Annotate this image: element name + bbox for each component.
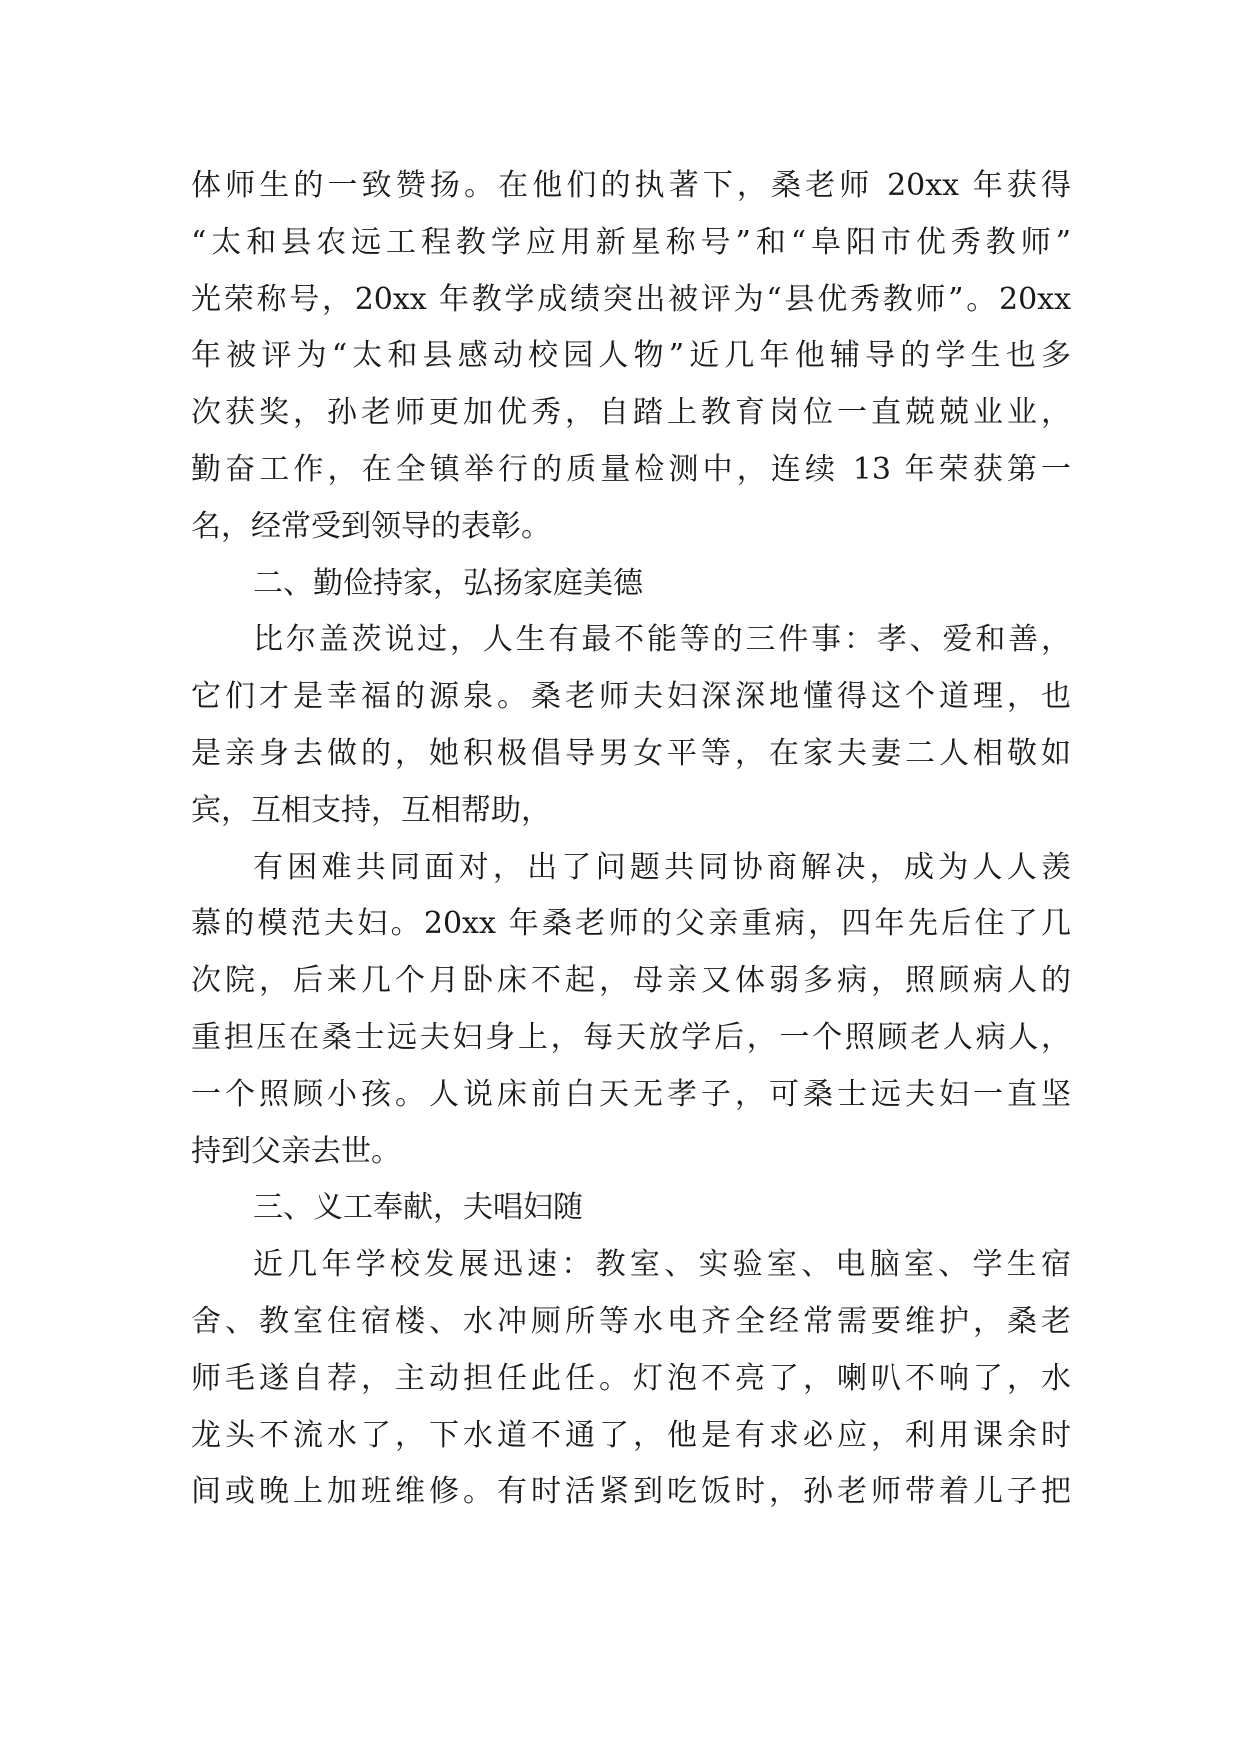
- section-heading-2: [191, 556, 1071, 613]
- section-heading: 三、义工奉献，夫唱妇随: [253, 1190, 583, 1226]
- text-line: 龙头不流水了，下水道不通了，他是有求必应，利用课余时: [191, 1417, 1071, 1453]
- text-line: 慕的模范夫妇。20xx 年桑老师的父亲重病，四年先后住了几: [191, 906, 1071, 942]
- text-line: “太和县农远工程教学应用新星称号”和“阜阳市优秀教师”: [191, 224, 1071, 260]
- paragraph-volunteer: [191, 1237, 1071, 1521]
- text-line: 它们才是幸福的源泉。桑老师夫妇深深地懂得这个道理，也: [191, 679, 1071, 715]
- text-line: 名，经常受到领导的表彰。: [191, 508, 551, 544]
- text-line: 重担压在桑士远夫妇身上，每天放学后，一个照顾老人病人，: [191, 1019, 1071, 1055]
- document-body: [191, 158, 1071, 1521]
- paragraph-family-virtue: [191, 612, 1071, 839]
- text-line: 间或晚上加班维修。有时活紧到吃饭时，孙老师带着儿子把: [191, 1474, 1071, 1510]
- text-line: 比尔盖茨说过，人生有最不能等的三件事：孝、爱和善，: [253, 622, 1071, 658]
- text-line: 勤奋工作，在全镇举行的质量检测中，连续 13 年荣获第一: [191, 451, 1071, 487]
- text-line: 一个照顾小孩。人说床前白天无孝子，可桑士远夫妇一直坚: [191, 1076, 1071, 1112]
- text-line: 年被评为“太和县感动校园人物”近几年他辅导的学生也多: [191, 338, 1071, 374]
- text-line: 近几年学校发展迅速：教室、实验室、电脑室、学生宿: [253, 1247, 1071, 1283]
- paragraph-awards: [191, 158, 1071, 556]
- text-line: 师毛遂自荐，主动担任此任。灯泡不亮了，喇叭不响了，水: [191, 1360, 1071, 1396]
- text-line: 体师生的一致赞扬。在他们的执著下，桑老师 20xx 年获得: [191, 168, 1071, 203]
- section-heading: 二、勤俭持家，弘扬家庭美德: [253, 565, 643, 601]
- text-line: 持到父亲去世。: [191, 1133, 401, 1169]
- section-heading-3: [191, 1180, 1071, 1237]
- text-line: 次获奖，孙老师更加优秀，自踏上教育岗位一直兢兢业业，: [191, 395, 1071, 431]
- text-line: 是亲身去做的，她积极倡导男女平等，在家夫妻二人相敬如: [191, 735, 1071, 771]
- paragraph-model-couple: [191, 840, 1071, 1181]
- text-line: 舍、教室住宿楼、水冲厕所等水电齐全经常需要维护，桑老: [191, 1303, 1071, 1339]
- text-line: 宾，互相支持，互相帮助，: [191, 792, 551, 828]
- text-line: 光荣称号，20xx 年教学成绩突出被评为“县优秀教师”。20xx: [191, 281, 1071, 317]
- text-line: 次院，后来几个月卧床不起，母亲又体弱多病，照顾病人的: [191, 963, 1071, 999]
- text-line: 有困难共同面对，出了问题共同协商解决，成为人人羡: [253, 849, 1071, 885]
